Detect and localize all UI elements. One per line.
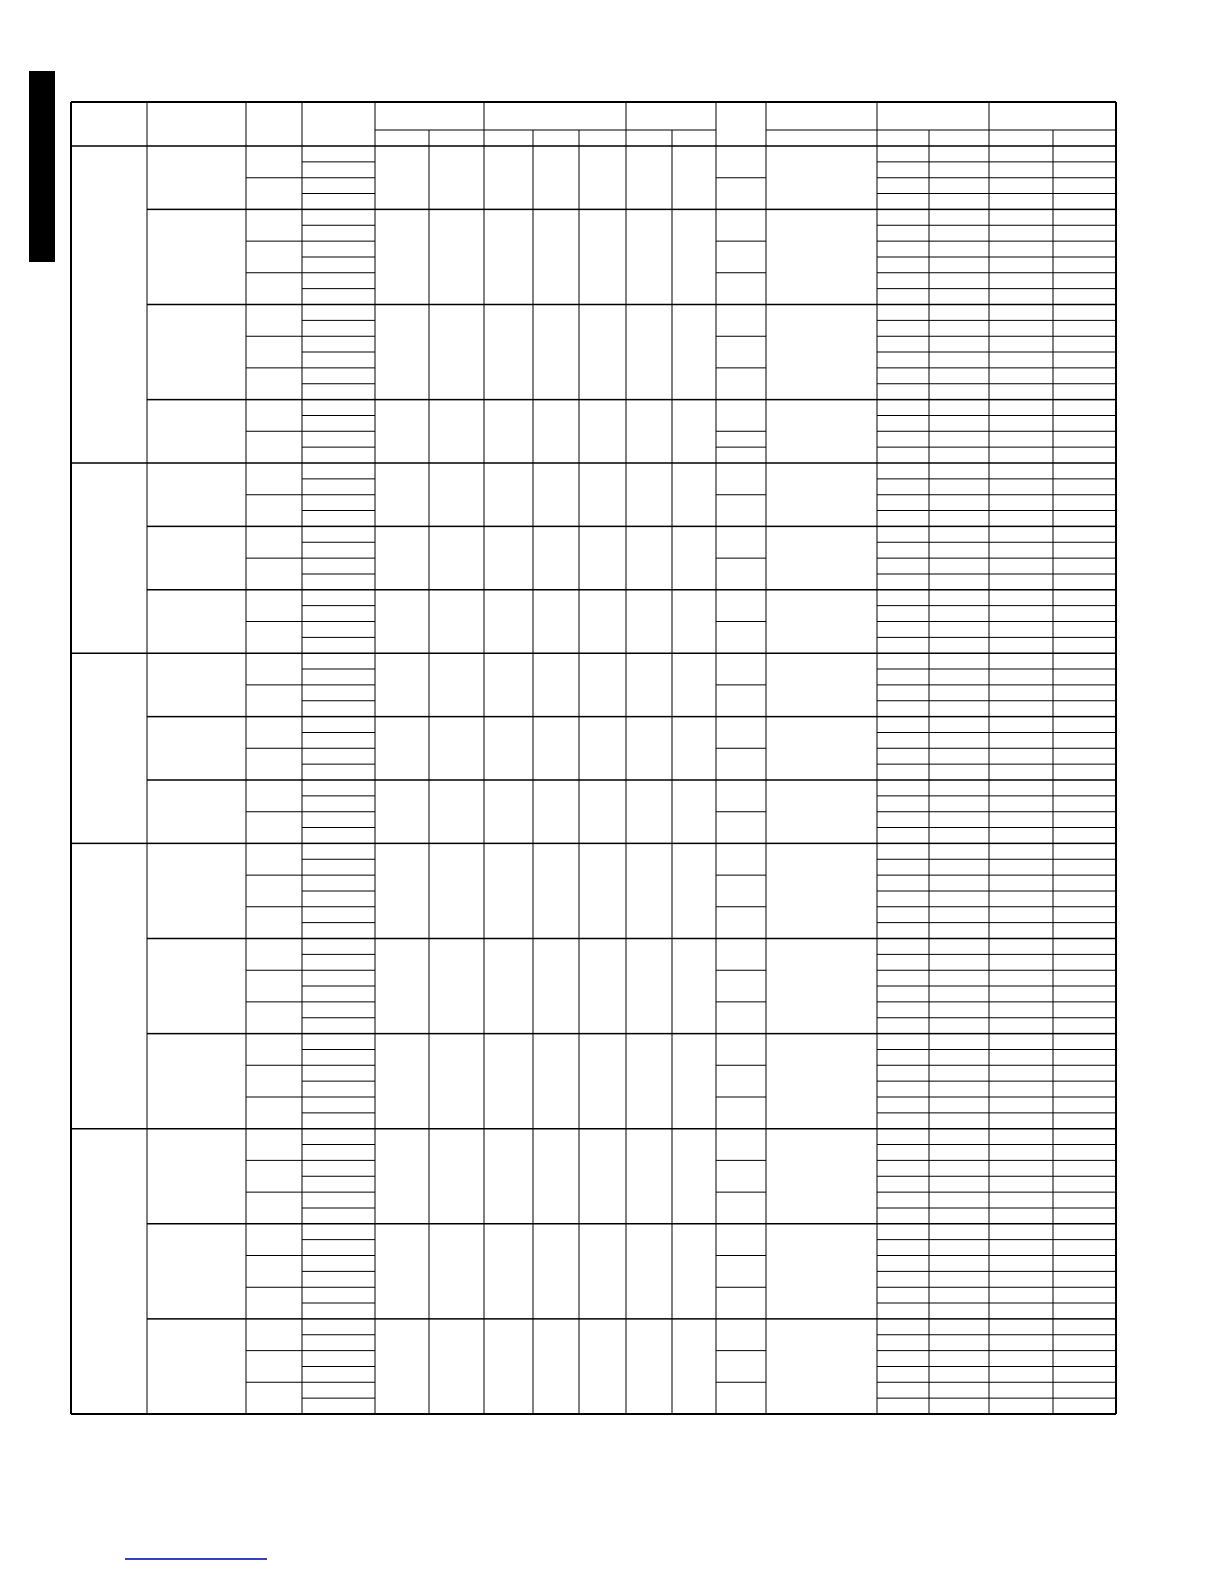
footnote-rule [125,1558,267,1560]
